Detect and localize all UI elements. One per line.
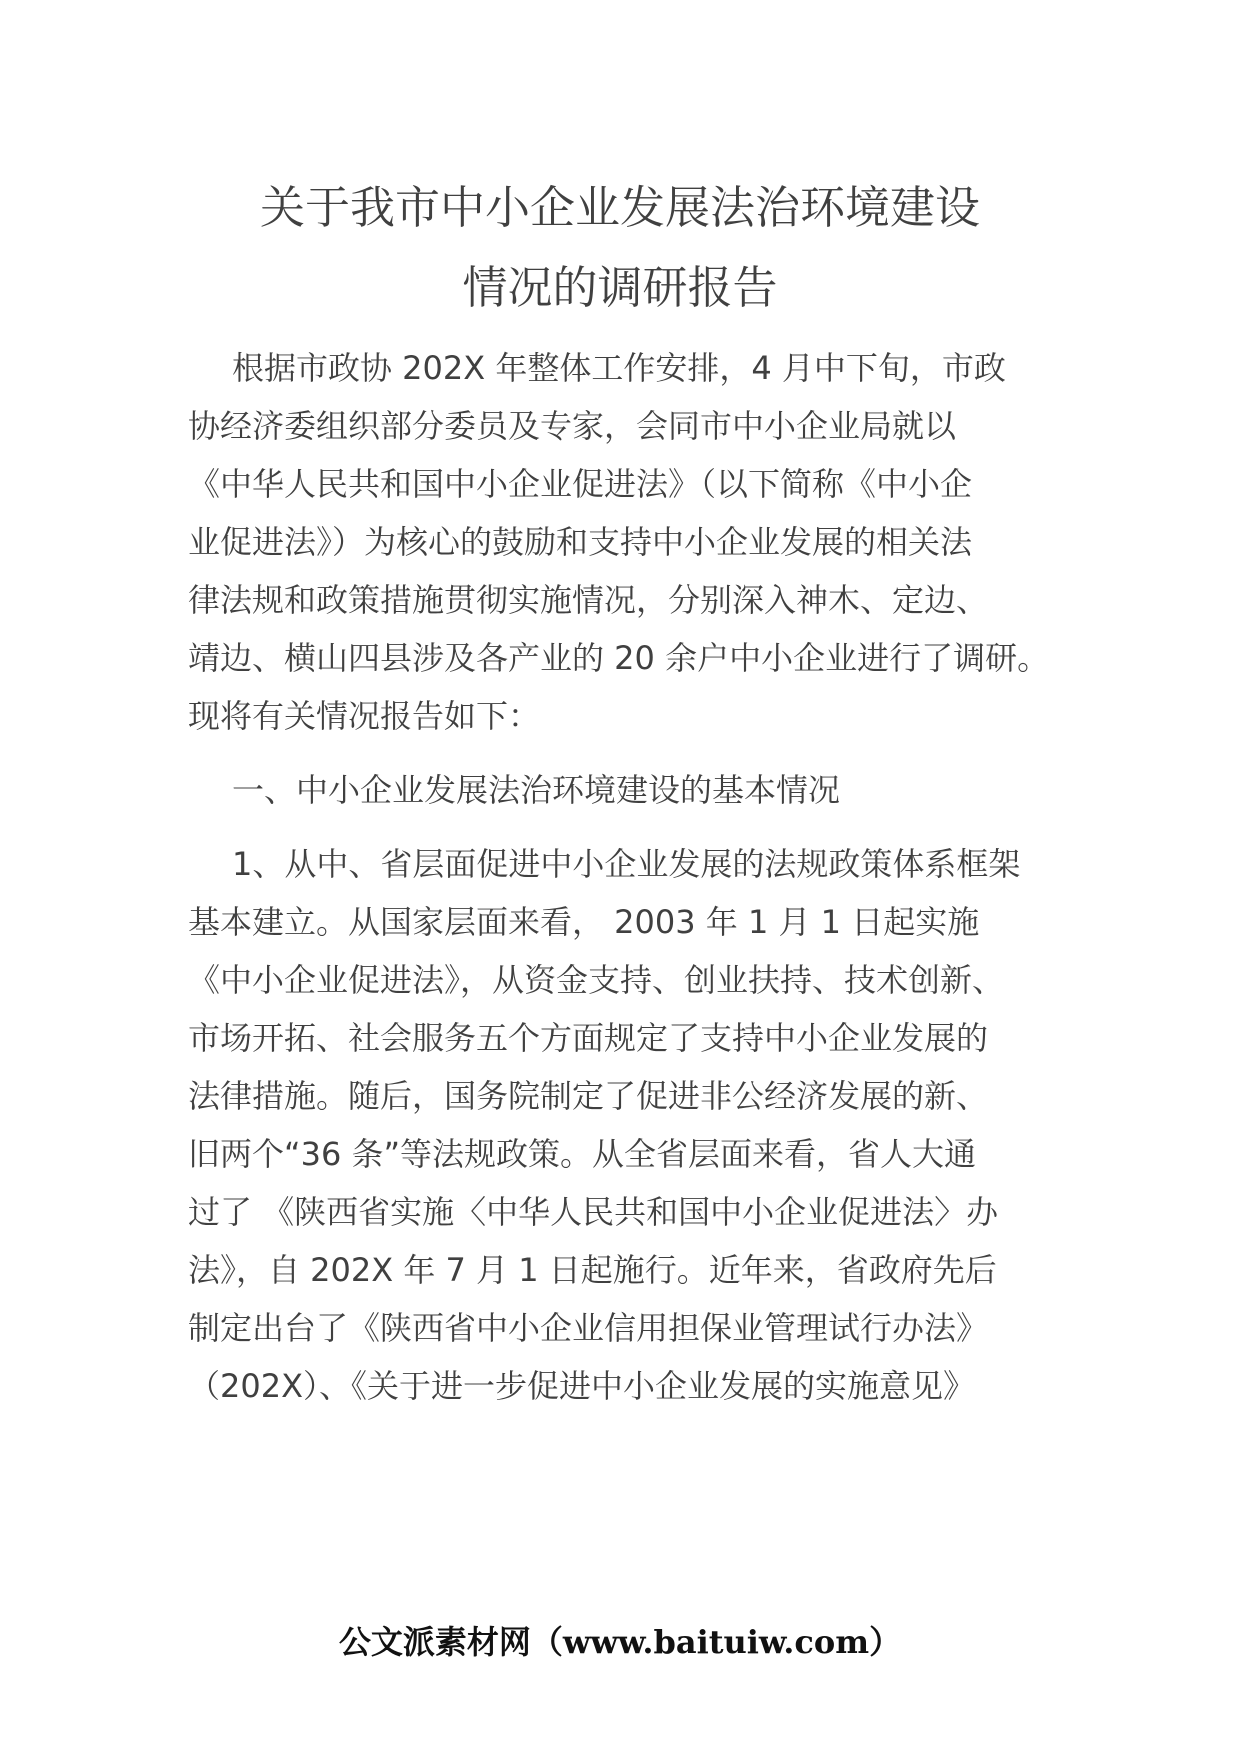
body-line: 法律措施。随后，国务院制定了促进非公经济发展的新、 — [188, 1077, 989, 1115]
body-line: 《中小企业促进法》，从资金支持、创业扶持、技术创新、 — [188, 961, 1005, 999]
footer-watermark: 公文派素材网（www.baituiw.com） — [338, 1623, 902, 1661]
body-line: 《中华人民共和国中小企业促进法》（以下简称《中小企 — [188, 465, 973, 503]
document-title-line-1: 关于我市中小企业发展法治环境建设 — [259, 181, 980, 234]
body-line: 过了 《陕西省实施〈中华人民共和国中小企业促进法〉办 — [188, 1193, 999, 1231]
body-line: 1、从中、省层面促进中小企业发展的法规政策体系框架 — [232, 845, 1021, 883]
body-line: 业促进法》）为核心的鼓励和支持中小企业发展的相关法 — [188, 523, 973, 561]
body-line: 协经济委组织部分委员及专家，会同市中小企业局就以 — [188, 407, 957, 445]
body-line: 基本建立。从国家层面来看， 2003 年 1 月 1 日起实施 — [188, 903, 980, 941]
document-title-line-2: 情况的调研报告 — [462, 261, 778, 314]
body-line: （202X）、《关于进一步促进中小企业发展的实施意见》 — [188, 1367, 976, 1405]
body-line: 根据市政协 202X 年整体工作安排，4 月中下旬，市政 — [232, 349, 1006, 387]
body-line: 市场开拓、社会服务五个方面规定了支持中小企业发展的 — [188, 1019, 989, 1057]
body-line: 律法规和政策措施贯彻实施情况，分别深入神木、定边、 — [188, 581, 989, 619]
body-line: 法》，自 202X 年 7 月 1 日起施行。近年来，省政府先后 — [188, 1251, 997, 1289]
body-line: 制定出台了《陕西省中小企业信用担保业管理试行办法》 — [188, 1309, 989, 1347]
body-line: 旧两个“36 条”等法规政策。从全省层面来看，省人大通 — [188, 1135, 977, 1173]
section-heading: 一、中小企业发展法治环境建设的基本情况 — [232, 771, 841, 809]
body-line: 靖边、横山四县涉及各产业的 20 余户中小企业进行了调研。 — [188, 639, 1050, 677]
body-line: 现将有关情况报告如下： — [188, 697, 541, 735]
